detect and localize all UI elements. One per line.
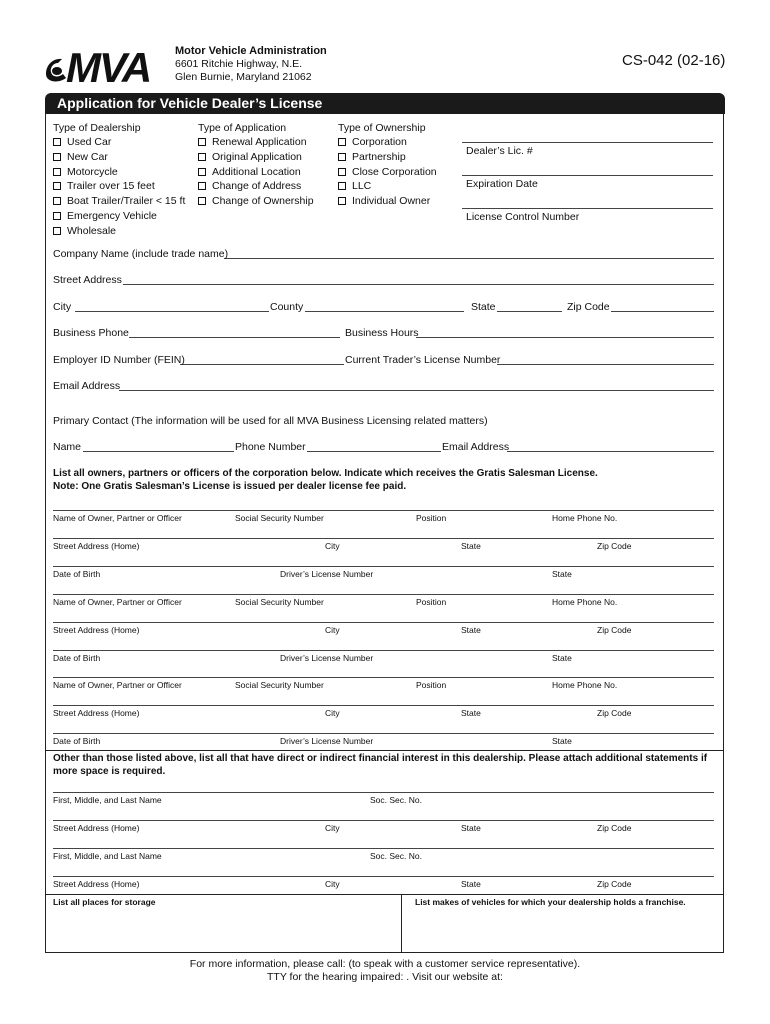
form-number: CS-042 (02-16) bbox=[622, 52, 726, 69]
application-type-group bbox=[198, 121, 314, 209]
control-number-line[interactable] bbox=[462, 208, 713, 209]
agency-address-2: Glen Burnie, Maryland 21062 bbox=[175, 71, 312, 83]
county-label: County bbox=[270, 301, 304, 313]
footer-line-2: TTY for the hearing impaired: . Visit our website at: bbox=[267, 971, 503, 983]
checkbox-renewal[interactable]: Renewal Application bbox=[198, 135, 314, 150]
business-phone-input[interactable] bbox=[129, 337, 340, 338]
page-title: Application for Vehicle Dealer’s License bbox=[57, 95, 323, 111]
dealer-lic-line[interactable] bbox=[462, 142, 713, 143]
fein-input[interactable] bbox=[180, 364, 344, 365]
company-name-input[interactable] bbox=[224, 258, 714, 259]
ownership-type-group bbox=[338, 121, 437, 209]
owner-1-address-row-label: State bbox=[461, 541, 481, 551]
owner-3-license-row-line[interactable] bbox=[53, 733, 714, 734]
email-input[interactable] bbox=[119, 390, 714, 391]
zip-input[interactable] bbox=[611, 311, 714, 312]
contact-phone-label: Phone Number bbox=[235, 441, 306, 453]
owner-2-name-row-label: Position bbox=[416, 597, 447, 607]
business-hours-label: Business Hours bbox=[345, 327, 419, 339]
owner-3-address-row-line[interactable] bbox=[53, 705, 714, 706]
owner-1-address-row-line[interactable] bbox=[53, 538, 714, 539]
owner-3-address-row-label: State bbox=[461, 708, 481, 718]
owner-2-address-row-label: City bbox=[325, 625, 340, 635]
owner-3-license-row-label: State bbox=[552, 736, 572, 746]
owner-1-license-row-label: Driver’s License Number bbox=[280, 569, 374, 579]
checkbox-llc[interactable]: LLC bbox=[338, 179, 437, 194]
owner-2-license-row-label: Driver’s License Number bbox=[280, 653, 374, 663]
zip-label: Zip Code bbox=[567, 301, 610, 313]
checkbox-additional-location[interactable]: Additional Location bbox=[198, 165, 314, 180]
owner-2-license-row-label: State bbox=[552, 653, 572, 663]
owner-1-address-row-label: City bbox=[325, 541, 340, 551]
interest-1-address-row-label: Street Address (Home) bbox=[53, 823, 140, 833]
interest-2-address-row-label: Street Address (Home) bbox=[53, 879, 140, 889]
contact-name-label: Name bbox=[53, 441, 82, 453]
owner-2-name-row-line[interactable] bbox=[53, 594, 714, 595]
owner-2-address-row-label: State bbox=[461, 625, 481, 635]
dealer-lic-label: Dealer’s Lic. # bbox=[466, 145, 533, 157]
interest-2-address-row-label: Zip Code bbox=[597, 879, 632, 889]
mva-logo-mark bbox=[44, 44, 170, 86]
business-phone-label: Business Phone bbox=[53, 327, 129, 339]
owner-2-address-row-label: Zip Code bbox=[597, 625, 632, 635]
interest-1-name-row-line[interactable] bbox=[53, 792, 714, 793]
dealership-type-group bbox=[53, 121, 185, 239]
owner-3-address-row-label: Street Address (Home) bbox=[53, 708, 140, 718]
state-label: State bbox=[471, 301, 496, 313]
owner-2-address-row-label: Street Address (Home) bbox=[53, 625, 140, 635]
checkbox-original[interactable]: Original Application bbox=[198, 150, 314, 165]
company-name-label: Company Name (include trade name) bbox=[53, 248, 229, 260]
county-input[interactable] bbox=[305, 311, 464, 312]
control-number-label: License Control Number bbox=[466, 211, 580, 223]
interest-1-name-row-label: Soc. Sec. No. bbox=[370, 795, 422, 805]
title-bar bbox=[45, 93, 725, 114]
owner-1-name-row-label: Position bbox=[416, 513, 447, 523]
checkbox-partnership[interactable]: Partnership bbox=[338, 150, 437, 165]
checkbox-new-car[interactable]: New Car bbox=[53, 150, 185, 165]
interest-2-address-row-line[interactable] bbox=[53, 876, 714, 877]
owner-2-name-row-label: Home Phone No. bbox=[552, 597, 618, 607]
owner-1-address-row-label: Street Address (Home) bbox=[53, 541, 140, 551]
owner-3-name-row-label: Home Phone No. bbox=[552, 680, 618, 690]
trader-license-label: Current Trader’s License Number bbox=[345, 354, 501, 366]
ownership-type-heading: Type of Ownership bbox=[338, 122, 426, 134]
trader-license-input[interactable] bbox=[497, 364, 714, 365]
owners-instructions-1: List all owners, partners or officers of the corporation below. Indicate which receives the Gratis Salesman License. bbox=[53, 468, 598, 479]
owner-3-address-row-label: Zip Code bbox=[597, 708, 632, 718]
owner-3-address-row-label: City bbox=[325, 708, 340, 718]
interest-2-address-row-label: State bbox=[461, 879, 481, 889]
franchise-makes-label: List makes of vehicles for which your dealership holds a franchise. bbox=[415, 897, 686, 907]
owner-1-name-row-label: Social Security Number bbox=[235, 513, 324, 523]
expiration-line[interactable] bbox=[462, 175, 713, 176]
checkbox-wholesale[interactable]: Wholesale bbox=[53, 224, 185, 239]
owner-1-name-row-label: Name of Owner, Partner or Officer bbox=[53, 513, 182, 523]
interest-1-address-row-label: City bbox=[325, 823, 340, 833]
owner-1-address-row-label: Zip Code bbox=[597, 541, 632, 551]
storage-label: List all places for storage bbox=[53, 897, 156, 907]
footer-line-1: For more information, please call: (to speak with a customer service representative). bbox=[189, 958, 581, 970]
checkbox-used-car[interactable]: Used Car bbox=[53, 135, 185, 150]
checkbox-trailer-over-15[interactable]: Trailer over 15 feet bbox=[53, 179, 185, 194]
primary-contact-intro: Primary Contact (The information will be used for all MVA Business Licensing related matters) bbox=[53, 415, 488, 427]
contact-phone-input[interactable] bbox=[307, 451, 441, 452]
city-input[interactable] bbox=[75, 311, 269, 312]
city-label: City bbox=[53, 301, 72, 313]
application-type-heading: Type of Application bbox=[198, 122, 287, 134]
contact-email-input[interactable] bbox=[507, 451, 714, 452]
dealership-options bbox=[53, 135, 185, 239]
owner-3-license-row-label: Date of Birth bbox=[53, 736, 101, 746]
interest-2-name-row-line[interactable] bbox=[53, 848, 714, 849]
contact-name-input[interactable] bbox=[83, 451, 234, 452]
owner-2-address-row-line[interactable] bbox=[53, 622, 714, 623]
owner-1-name-row-label: Home Phone No. bbox=[552, 513, 618, 523]
dealership-type-heading: Type of Dealership bbox=[53, 122, 141, 134]
interest-instructions: Other than those listed above, list all that have direct or indirect financial interest in this dealership. Please attach additional statements if more space is required. bbox=[53, 753, 708, 777]
checkbox-emergency-vehicle[interactable]: Emergency Vehicle bbox=[53, 209, 185, 224]
owner-2-license-row-label: Date of Birth bbox=[53, 653, 101, 663]
logo-text: MVA bbox=[66, 44, 151, 86]
contact-email-label: Email Address bbox=[442, 441, 510, 453]
street-address-label: Street Address bbox=[53, 274, 122, 286]
agency-name: Motor Vehicle Administration bbox=[175, 45, 327, 57]
owner-1-license-row-label: Date of Birth bbox=[53, 569, 101, 579]
checkbox-corporation[interactable]: Corporation bbox=[338, 135, 437, 150]
state-input[interactable] bbox=[497, 311, 562, 312]
interest-2-address-row-label: City bbox=[325, 879, 340, 889]
owner-1-license-row-label: State bbox=[552, 569, 572, 579]
email-label: Email Address bbox=[53, 380, 121, 392]
interest-1-address-row-label: Zip Code bbox=[597, 823, 632, 833]
interest-2-name-row-label: Soc. Sec. No. bbox=[370, 851, 422, 861]
interest-1-name-row-label: First, Middle, and Last Name bbox=[53, 795, 162, 805]
owner-2-license-row-line[interactable] bbox=[53, 650, 714, 651]
checkbox-change-address[interactable]: Change of Address bbox=[198, 179, 314, 194]
owner-3-name-row-label: Name of Owner, Partner or Officer bbox=[53, 680, 182, 690]
interest-2-name-row-label: First, Middle, and Last Name bbox=[53, 851, 162, 861]
owner-1-name-row-line[interactable] bbox=[53, 510, 714, 511]
checkbox-motorcycle[interactable]: Motorcycle bbox=[53, 165, 185, 180]
owner-2-name-row-label: Name of Owner, Partner or Officer bbox=[53, 597, 182, 607]
owner-3-name-row-label: Position bbox=[416, 680, 447, 690]
fein-label: Employer ID Number (FEIN) bbox=[53, 354, 185, 366]
checkbox-change-ownership[interactable]: Change of Ownership bbox=[198, 194, 314, 209]
checkbox-individual-owner[interactable]: Individual Owner bbox=[338, 194, 437, 209]
owners-instructions-2: Note: One Gratis Salesman’s License is issued per dealer license fee paid. bbox=[53, 481, 407, 492]
owner-3-license-row-label: Driver’s License Number bbox=[280, 736, 374, 746]
agency-address-1: 6601 Ritchie Highway, N.E. bbox=[175, 58, 303, 70]
owner-3-name-row-label: Social Security Number bbox=[235, 680, 324, 690]
expiration-label: Expiration Date bbox=[466, 178, 538, 190]
interest-divider bbox=[46, 750, 724, 751]
owner-2-name-row-label: Social Security Number bbox=[235, 597, 324, 607]
interest-1-address-row-line[interactable] bbox=[53, 820, 714, 821]
owner-3-name-row-line[interactable] bbox=[53, 677, 714, 678]
owner-1-license-row-line[interactable] bbox=[53, 566, 714, 567]
interest-1-address-row-label: State bbox=[461, 823, 481, 833]
checkbox-close-corporation[interactable]: Close Corporation bbox=[338, 165, 437, 180]
checkbox-boat-trailer[interactable]: Boat Trailer/Trailer < 15 ft bbox=[53, 194, 185, 209]
mva-logo bbox=[44, 44, 170, 86]
street-address-input[interactable] bbox=[123, 284, 714, 285]
business-hours-input[interactable] bbox=[416, 337, 714, 338]
